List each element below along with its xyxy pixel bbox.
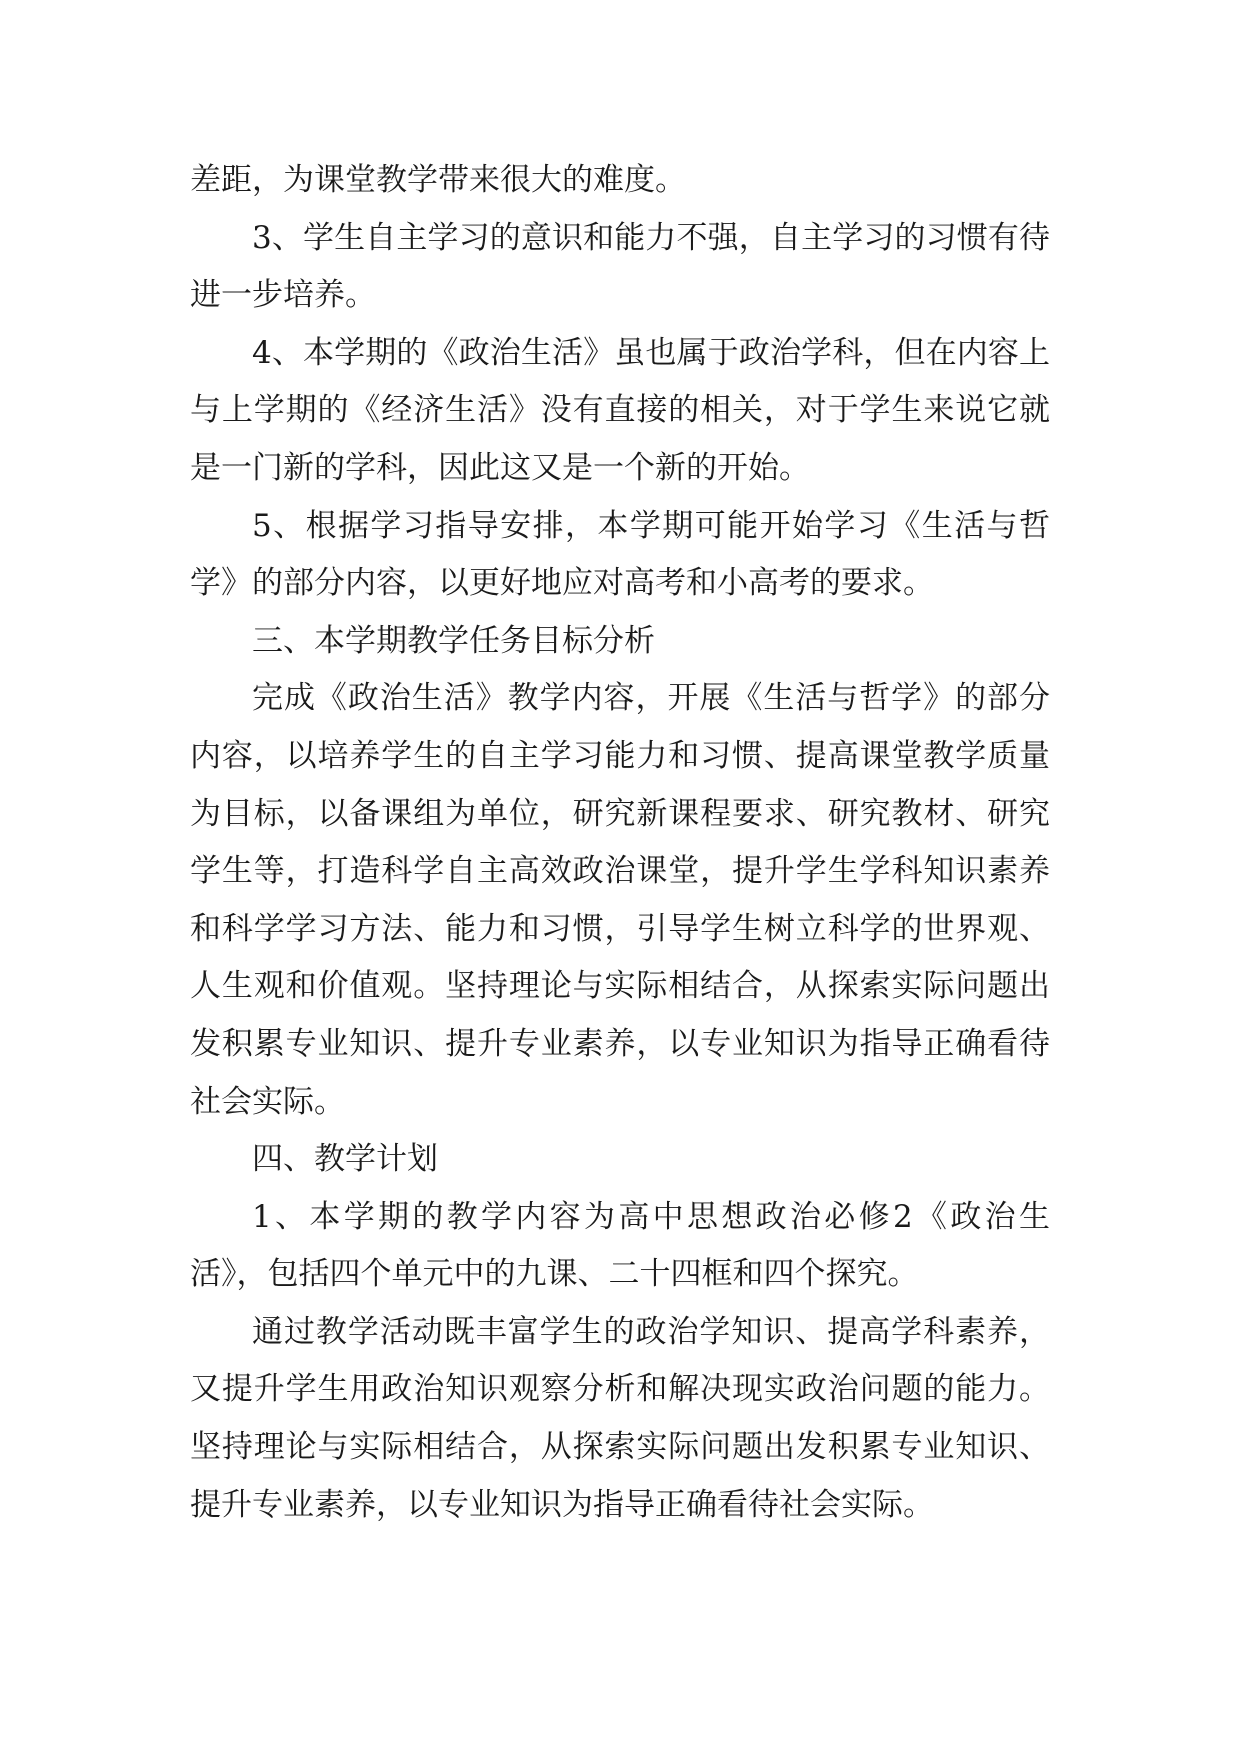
document-body bbox=[190, 152, 1050, 1534]
paragraph: 5、根据学习指导安排，本学期可能开始学习《生活与哲学》的部分内容，以更好地应对高考和小高考的要求。 bbox=[190, 507, 1050, 602]
section-heading: 四、教学计划 bbox=[252, 1141, 438, 1178]
section-heading: 三、本学期教学任务目标分析 bbox=[252, 622, 655, 659]
paragraph: 3、学生自主学习的意识和能力不强，自主学习的习惯有待进一步培养。 bbox=[190, 219, 1050, 314]
paragraph: 1、本学期的教学内容为高中思想政治必修2《政治生活》，包括四个单元中的九课、二十四框和四个探究。 bbox=[190, 1198, 1050, 1293]
paragraph: 差距，为课堂教学带来很大的难度。 bbox=[190, 162, 686, 198]
paragraph: 通过教学活动既丰富学生的政治学知识、提高学科素养，又提升学生用政治知识观察分析和解决现实政治问题的能力。坚持理论与实际相结合，从探索实际问题出发积累专业知识、提升专业素养，以专业知识为指导正确看待社会实际。 bbox=[190, 1313, 1050, 1523]
paragraph: 4、本学期的《政治生活》虽也属于政治学科，但在内容上与上学期的《经济生活》没有直接的相关，对于学生来说它就是一门新的学科，因此这又是一个新的开始。 bbox=[190, 334, 1050, 486]
paragraph: 完成《政治生活》教学内容，开展《生活与哲学》的部分内容，以培养学生的自主学习能力和习惯、提高课堂教学质量为目标，以备课组为单位，研究新课程要求、研究教材、研究学生等，打造科学自主高效政治课堂，提升学生学科知识素养和科学学习方法、能力和习惯，引导学生树立科学的世界观、人生观和价值观。坚持理论与实际相结合，从探索实际问题出发积累专业知识、提升专业素养，以专业知识为指导正确看待社会实际。 bbox=[190, 680, 1050, 1120]
